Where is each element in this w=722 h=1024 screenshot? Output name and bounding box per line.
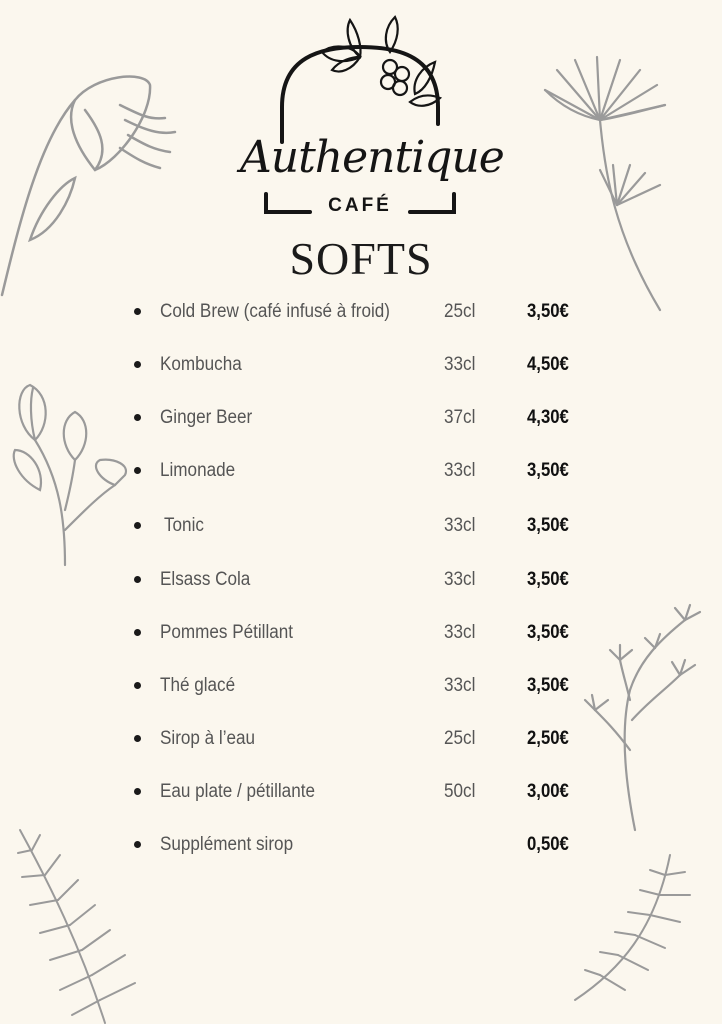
item-volume: 33cl <box>444 354 476 375</box>
item-price: 3,00€ <box>527 781 569 802</box>
item-name: Thé glacé <box>160 675 236 696</box>
item-volume: 25cl <box>444 728 476 749</box>
item-name: Sirop à l’eau <box>160 728 256 749</box>
bullet-icon <box>134 629 141 636</box>
item-volume: 33cl <box>444 515 476 536</box>
item-price: 4,30€ <box>527 407 569 428</box>
logo-script-text: Authentique <box>240 132 504 183</box>
item-volume: 25cl <box>444 301 476 322</box>
logo-arch-with-coffee-branch <box>240 12 504 222</box>
bullet-icon <box>134 682 141 689</box>
item-volume: 33cl <box>444 569 476 590</box>
item-name: Pommes Pétillant <box>160 622 294 643</box>
item-volume: 37cl <box>444 407 476 428</box>
menu-item <box>0 403 722 433</box>
bullet-icon <box>134 576 141 583</box>
bullet-icon <box>134 735 141 742</box>
item-volume: 33cl <box>444 675 476 696</box>
menu-section-title: SOFTS <box>289 233 433 284</box>
item-name: Tonic <box>164 515 204 536</box>
bullet-icon <box>134 467 141 474</box>
fern-illustration-bottom-right <box>570 850 700 1005</box>
item-price: 4,50€ <box>527 354 569 375</box>
menu-item <box>0 297 722 327</box>
menu-item <box>0 565 722 595</box>
logo-subtitle: CAFÉ <box>328 195 392 216</box>
item-price: 2,50€ <box>527 728 569 749</box>
item-price: 0,50€ <box>527 834 569 855</box>
menu-item <box>0 618 722 648</box>
bullet-icon <box>134 788 141 795</box>
item-name: Cold Brew (café infusé à froid) <box>160 301 391 322</box>
menu-item <box>0 671 722 701</box>
item-volume: 33cl <box>444 460 476 481</box>
item-price: 3,50€ <box>527 460 569 481</box>
item-name: Kombucha <box>160 354 242 375</box>
item-volume: 50cl <box>444 781 476 802</box>
item-name: Elsass Cola <box>160 569 251 590</box>
menu-item <box>0 830 722 860</box>
menu-item <box>0 724 722 754</box>
menu-item <box>0 511 722 541</box>
menu-item <box>0 777 722 807</box>
item-price: 3,50€ <box>527 622 569 643</box>
item-name: Limonade <box>160 460 236 481</box>
item-price: 3,50€ <box>527 675 569 696</box>
bullet-icon <box>134 841 141 848</box>
item-price: 3,50€ <box>527 301 569 322</box>
menu-item <box>0 456 722 486</box>
bullet-icon <box>134 308 141 315</box>
bullet-icon <box>134 522 141 529</box>
cafe-logo <box>240 12 504 222</box>
bullet-icon <box>134 414 141 421</box>
item-price: 3,50€ <box>527 569 569 590</box>
item-name: Supplément sirop <box>160 834 294 855</box>
bullet-icon <box>134 361 141 368</box>
item-volume: 33cl <box>444 622 476 643</box>
item-price: 3,50€ <box>527 515 569 536</box>
item-name: Ginger Beer <box>160 407 253 428</box>
item-name: Eau plate / pétillante <box>160 781 315 802</box>
menu-item <box>0 350 722 380</box>
